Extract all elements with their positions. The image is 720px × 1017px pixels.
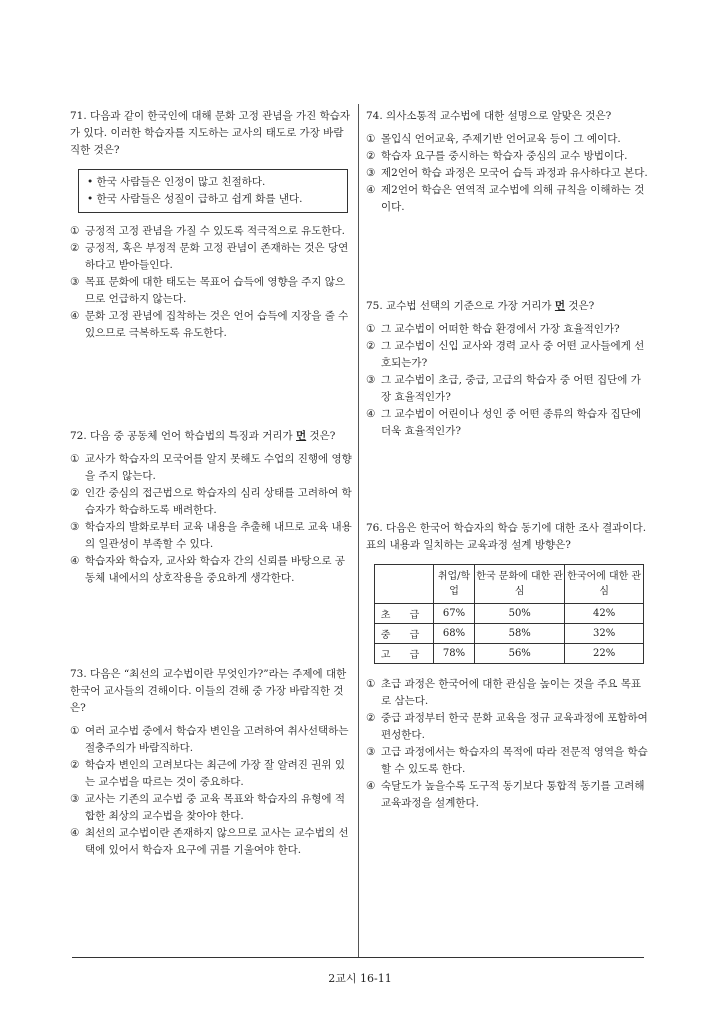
question-number: 74. bbox=[366, 110, 383, 122]
table-cell: 56% bbox=[475, 644, 565, 664]
choice-4: ④ 제2언어 학습은 연역적 교수법에 의해 규칙을 이해하는 것이다. bbox=[366, 184, 645, 213]
column-header: 한국어에 대한 관심 bbox=[565, 565, 644, 604]
question-71 bbox=[70, 108, 352, 342]
choice-list bbox=[366, 321, 648, 440]
choice-3: ③ 그 교수법이 초급, 중급, 고급의 학습자 중 어떤 집단에 가장 효율적인가? bbox=[366, 374, 641, 403]
choice-4: ④ 그 교수법이 어린이나 성인 중 어떤 종류의 학습자 집단에 더욱 효율적인가? bbox=[366, 408, 641, 437]
choice-1: ① 교사가 학습자의 모국어를 알지 못해도 수업의 진행에 영향을 주지 않는다. bbox=[70, 453, 352, 482]
choice-3: ③ 제2언어 학습 과정은 모국어 습득 과정과 유사하다고 본다. bbox=[366, 167, 648, 179]
question-stem: 다음과 같이 한국인에 대해 문화 고정 관념을 가진 학습자가 있다. 이러한 학습자를 지도하는 교사의 태도로 가장 바람직한 것은? bbox=[70, 110, 351, 156]
table-cell: 67% bbox=[434, 604, 475, 624]
choice-3: ③ 고급 과정에서는 학습자의 목적에 따라 전문적 영역을 학습할 수 있도록 한다. bbox=[366, 746, 648, 775]
choice-4: ④ 최선의 교수법이란 존재하지 않으므로 교사는 교수법의 선택에 있어서 학습자 요구에 귀를 기울여야 한다. bbox=[70, 827, 349, 856]
table-cell: 22% bbox=[565, 644, 644, 664]
box-item: • 한국 사람들은 성질이 급하고 쉽게 화를 낸다. bbox=[87, 193, 303, 205]
question-stem: 교수법 선택의 기준으로 가장 거리가 bbox=[386, 300, 552, 312]
question-number: 73. bbox=[70, 668, 87, 680]
question-number: 75. bbox=[366, 300, 383, 312]
choice-2: ② 학습자 변인의 고려보다는 최근에 가장 잘 알려진 권위 있는 교수법을 따르는 것이 중요하다. bbox=[70, 759, 345, 788]
question-76 bbox=[366, 520, 648, 812]
table-cell: 78% bbox=[434, 644, 475, 664]
question-number: 76. bbox=[366, 522, 383, 534]
choice-2: ② 그 교수법이 신입 교사와 경력 교사 중 어떤 교사들에게 선호되는가? bbox=[366, 340, 645, 369]
column-header: 취업/학업 bbox=[434, 565, 475, 604]
choice-1: ① 여러 교수법 중에서 학습자 변인을 고려하여 취사선택하는 절충주의가 바람직하다. bbox=[70, 725, 349, 754]
table-row bbox=[375, 604, 644, 624]
choice-list bbox=[70, 451, 352, 587]
choice-2: ② 인간 중심의 접근법으로 학습자의 심리 상태를 고려하여 학습자가 학습하도록 배려한다. bbox=[70, 487, 352, 516]
table-cell: 50% bbox=[475, 604, 565, 624]
footer-rule bbox=[72, 957, 644, 958]
choice-3: ③ 목표 문화에 대한 태도는 목표어 습득에 영향을 주지 않으므로 언급하지 않는다. bbox=[70, 276, 345, 305]
question-number: 71. bbox=[70, 110, 87, 122]
choice-4: ④ 숙달도가 높을수록 도구적 동기보다 통합적 동기를 고려해 교육과정을 설계한다. bbox=[366, 780, 645, 809]
question-72: 72. 다음 중 공동체 언어 학습법의 특징과 거리가 먼 것은? ① 교사가 학습자의 모국어를 알지 못해도 수업의 진행에 영향을 주지 않는다. ② 인간 중심의 접근법으로 학습자의 심리 상태를 고려하여 학습자가 학습하도록 배려한다. ③ 학습자의 발화로부터 교육 내용을 추출해 내므로 교육 내용의 일관성이 부족할 수 있다. ④ 학습자와 학습자, 교사와 학습자 간의 신뢰를 바탕으로 공동체 내에서의 상호작용을 중요하게 생각한다. bbox=[70, 428, 352, 587]
question-73 bbox=[70, 666, 352, 859]
table-row bbox=[375, 644, 644, 664]
question-75: 75. 교수법 선택의 기준으로 가장 거리가 먼 것은? ① 그 교수법이 어떠한 학습 환경에서 가장 효율적인가? ② 그 교수법이 신입 교사와 경력 교사 중 어떤 교사들에게 선호되는가? ③ 그 교수법이 초급, 중급, 고급의 학습자 중 어떤 집단에 가장 효율적인가? ④ 그 교수법이 어린이나 성인 중 어떤 종류의 학습자 집단에 더욱 효율적인가? bbox=[366, 298, 648, 440]
question-stem: 다음은 한국어 학습자의 학습 동기에 대한 조사 결과이다. 표의 내용과 일치하는 교육과정 설계 방향은? bbox=[366, 522, 647, 551]
choice-1: ① 몰입식 언어교육, 주제기반 언어교육 등이 그 예이다. bbox=[366, 133, 621, 145]
column-header: 한국 문화에 대한 관심 bbox=[475, 565, 565, 604]
choice-1: ① 긍정적 고정 관념을 가질 수 있도록 적극적으로 유도한다. bbox=[70, 225, 345, 237]
choice-list bbox=[70, 723, 352, 859]
question-stem: 의사소통적 교수법에 대한 설명으로 알맞은 것은? bbox=[386, 110, 612, 122]
question-number: 72. bbox=[70, 430, 87, 442]
choice-list bbox=[70, 223, 352, 342]
example-box bbox=[78, 169, 348, 213]
survey-table bbox=[374, 564, 644, 664]
column-divider bbox=[358, 104, 359, 957]
table-cell: 32% bbox=[565, 624, 644, 644]
table-row bbox=[375, 624, 644, 644]
choice-2: ② 중급 과정부터 한국 문화 교육을 정규 교육과정에 포함하여 편성한다. bbox=[366, 712, 648, 741]
choice-2: ② 학습자 요구를 중시하는 학습자 중심의 교수 방법이다. bbox=[366, 150, 628, 162]
page-footer: 2교시 16-11 bbox=[328, 972, 392, 985]
row-label: 초 급 bbox=[375, 604, 434, 624]
table-cell: 68% bbox=[434, 624, 475, 644]
row-label: 중 급 bbox=[375, 624, 434, 644]
table-cell: 58% bbox=[475, 624, 565, 644]
choice-1: ① 초급 과정은 한국어에 대한 관심을 높이는 것을 주요 목표로 삼는다. bbox=[366, 678, 641, 707]
question-74 bbox=[366, 108, 648, 216]
emphasis-word: 먼 bbox=[554, 300, 566, 312]
table-cell: 42% bbox=[565, 604, 644, 624]
box-item: • 한국 사람들은 인정이 많고 친절하다. bbox=[87, 176, 266, 188]
choice-2: ② 긍정적, 혹은 부정적 문화 고정 관념이 존재하는 것은 당연하다고 받아들인다. bbox=[70, 242, 349, 271]
choice-4: ④ 학습자와 학습자, 교사와 학습자 간의 신뢰를 바탕으로 공동체 내에서의 상호작용을 중요하게 생각한다. bbox=[70, 555, 345, 584]
choice-1: ① 그 교수법이 어떠한 학습 환경에서 가장 효율적인가? bbox=[366, 323, 620, 335]
emphasis-word: 먼 bbox=[296, 430, 307, 442]
question-stem: 다음은 “최선의 교수법이란 무엇인가?”라는 주제에 대한 한국어 교사들의 견해이다. 이들의 견해 중 가장 바람직한 것은? bbox=[70, 668, 347, 714]
choice-4: ④ 문화 고정 관념에 집착하는 것은 언어 습득에 지장을 줄 수 있으므로 극복하도록 유도한다. bbox=[70, 310, 349, 339]
choice-3: ③ 교사는 기존의 교수법 중 교육 목표와 학습자의 유형에 적합한 최상의 교수법을 찾아야 한다. bbox=[70, 793, 345, 822]
choice-3: ③ 학습자의 발화로부터 교육 내용을 추출해 내므로 교육 내용의 일관성이 부족할 수 있다. bbox=[70, 521, 352, 550]
question-stem: 다음 중 공동체 언어 학습법의 특징과 거리가 bbox=[90, 430, 293, 442]
row-label: 고 급 bbox=[375, 644, 434, 664]
choice-list bbox=[366, 676, 648, 812]
table-header-row bbox=[375, 565, 644, 604]
choice-list bbox=[366, 131, 648, 216]
